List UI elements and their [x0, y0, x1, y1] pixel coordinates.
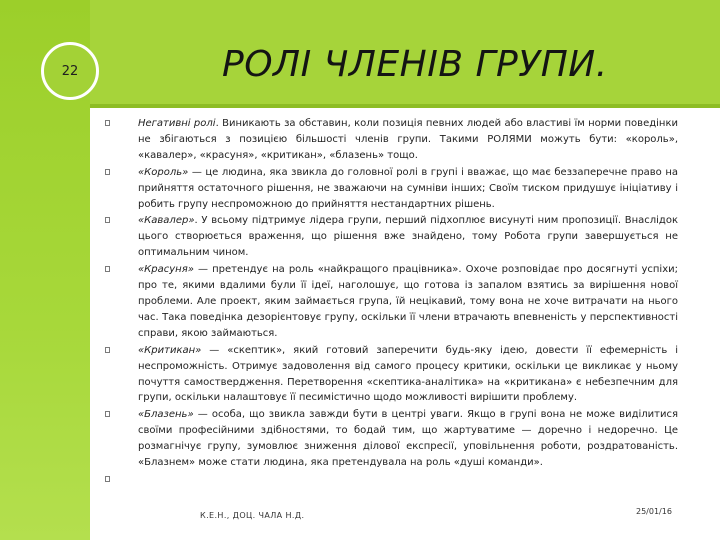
role-description: — особа, що звикла завжди бути в центрі уваги. Якщо в групі вона не може виділитися своїми професійними здібностями, то бодай тим, що жартуватиме — доречно і недоречно. Це розмагнічує групу, зумовлює зниження ділової експресії, уповільнення роботи, роздратованість. «Блазнем» може стати людина, яка претендувала на роль «душі команди». [138, 409, 678, 469]
role-term: «Критикан» [138, 344, 202, 356]
slide-number-badge [41, 42, 99, 100]
list-item [104, 165, 678, 213]
role-term: «Красуня» [138, 264, 194, 276]
role-description: . У всьому підтримує лідера групи, перший підхоплює висунуті ним пропозиції. Внаслідок цього створюється враження, що рішення вже знайдено, тому Робота групи завершується не оптимальним чином. [138, 215, 678, 259]
square-bullet-icon [105, 120, 110, 126]
list-item [104, 407, 678, 471]
list-item [104, 343, 678, 407]
slide-number: 22 [61, 63, 79, 79]
footer-author: К.Е.Н., ДОЦ. ЧАЛА Н.Д. [200, 511, 305, 520]
role-term: «Блазень» [138, 409, 194, 421]
list-item [104, 213, 678, 261]
list-item [104, 116, 678, 164]
role-description: — «скептик», який готовий заперечити будь-яку ідею, довести її ефемерність і неспроможність. Отримує задоволення від самого процесу критики, оскільки це викликає у ньому почуття самоствердження. Перетворення «скептика-аналітика» на «критикана» є небезпечним для групи, оскільки налаштовує її песимістично щодо можливості вирішити проблему. [138, 344, 678, 404]
square-bullet-icon [105, 169, 110, 175]
square-bullet-icon [105, 266, 110, 272]
role-description: — це людина, яка звикла до головної ролі в групі і вважає, що має беззаперечне право на прийняття остаточного рішення, не зважаючи на сумніви інших; Своїм тиском придушує ініціативу і робить групу неспроможною до прийняття нестандартних рішень. [138, 166, 678, 210]
role-description: . Виникають за обставин, коли позиція певних людей або властиві їм норми поведінки не збігаються з позицією більшості членів групи. Такими РОЛЯМИ можуть бути: «король», «кавалер», «красуня», «критикан», «блазень» тощо. [138, 118, 678, 161]
role-term: Негативні ролі [138, 118, 216, 129]
square-bullet-icon [105, 476, 110, 482]
role-term: «Кавалер» [138, 215, 195, 227]
slide-title: РОЛІ ЧЛЕНІВ ГРУПИ. [222, 44, 608, 85]
role-term: «Король» [138, 166, 189, 178]
square-bullet-icon [105, 217, 110, 223]
role-description: — претендує на роль «найкращого працівника». Охоче розповідає про досягнуті успіхи; про те, якими вдалими були її ідеї, наголошує, що готова із запалом взятись за вирішення нової проблеми. Але проект, яким займається група, їй нецікавий, тому вона не хоче витрачати на нього час. Така поведінка дезорієнтовує групу, оскільки її члени втрачають впевненість у перспективності справи, якою займаються. [138, 264, 678, 339]
square-bullet-icon [105, 411, 110, 417]
slide-content [104, 116, 678, 489]
square-bullet-icon [105, 347, 110, 353]
list-item [104, 262, 678, 342]
footer-date: 25/01/16 [636, 507, 672, 516]
list-item-empty [104, 472, 678, 488]
